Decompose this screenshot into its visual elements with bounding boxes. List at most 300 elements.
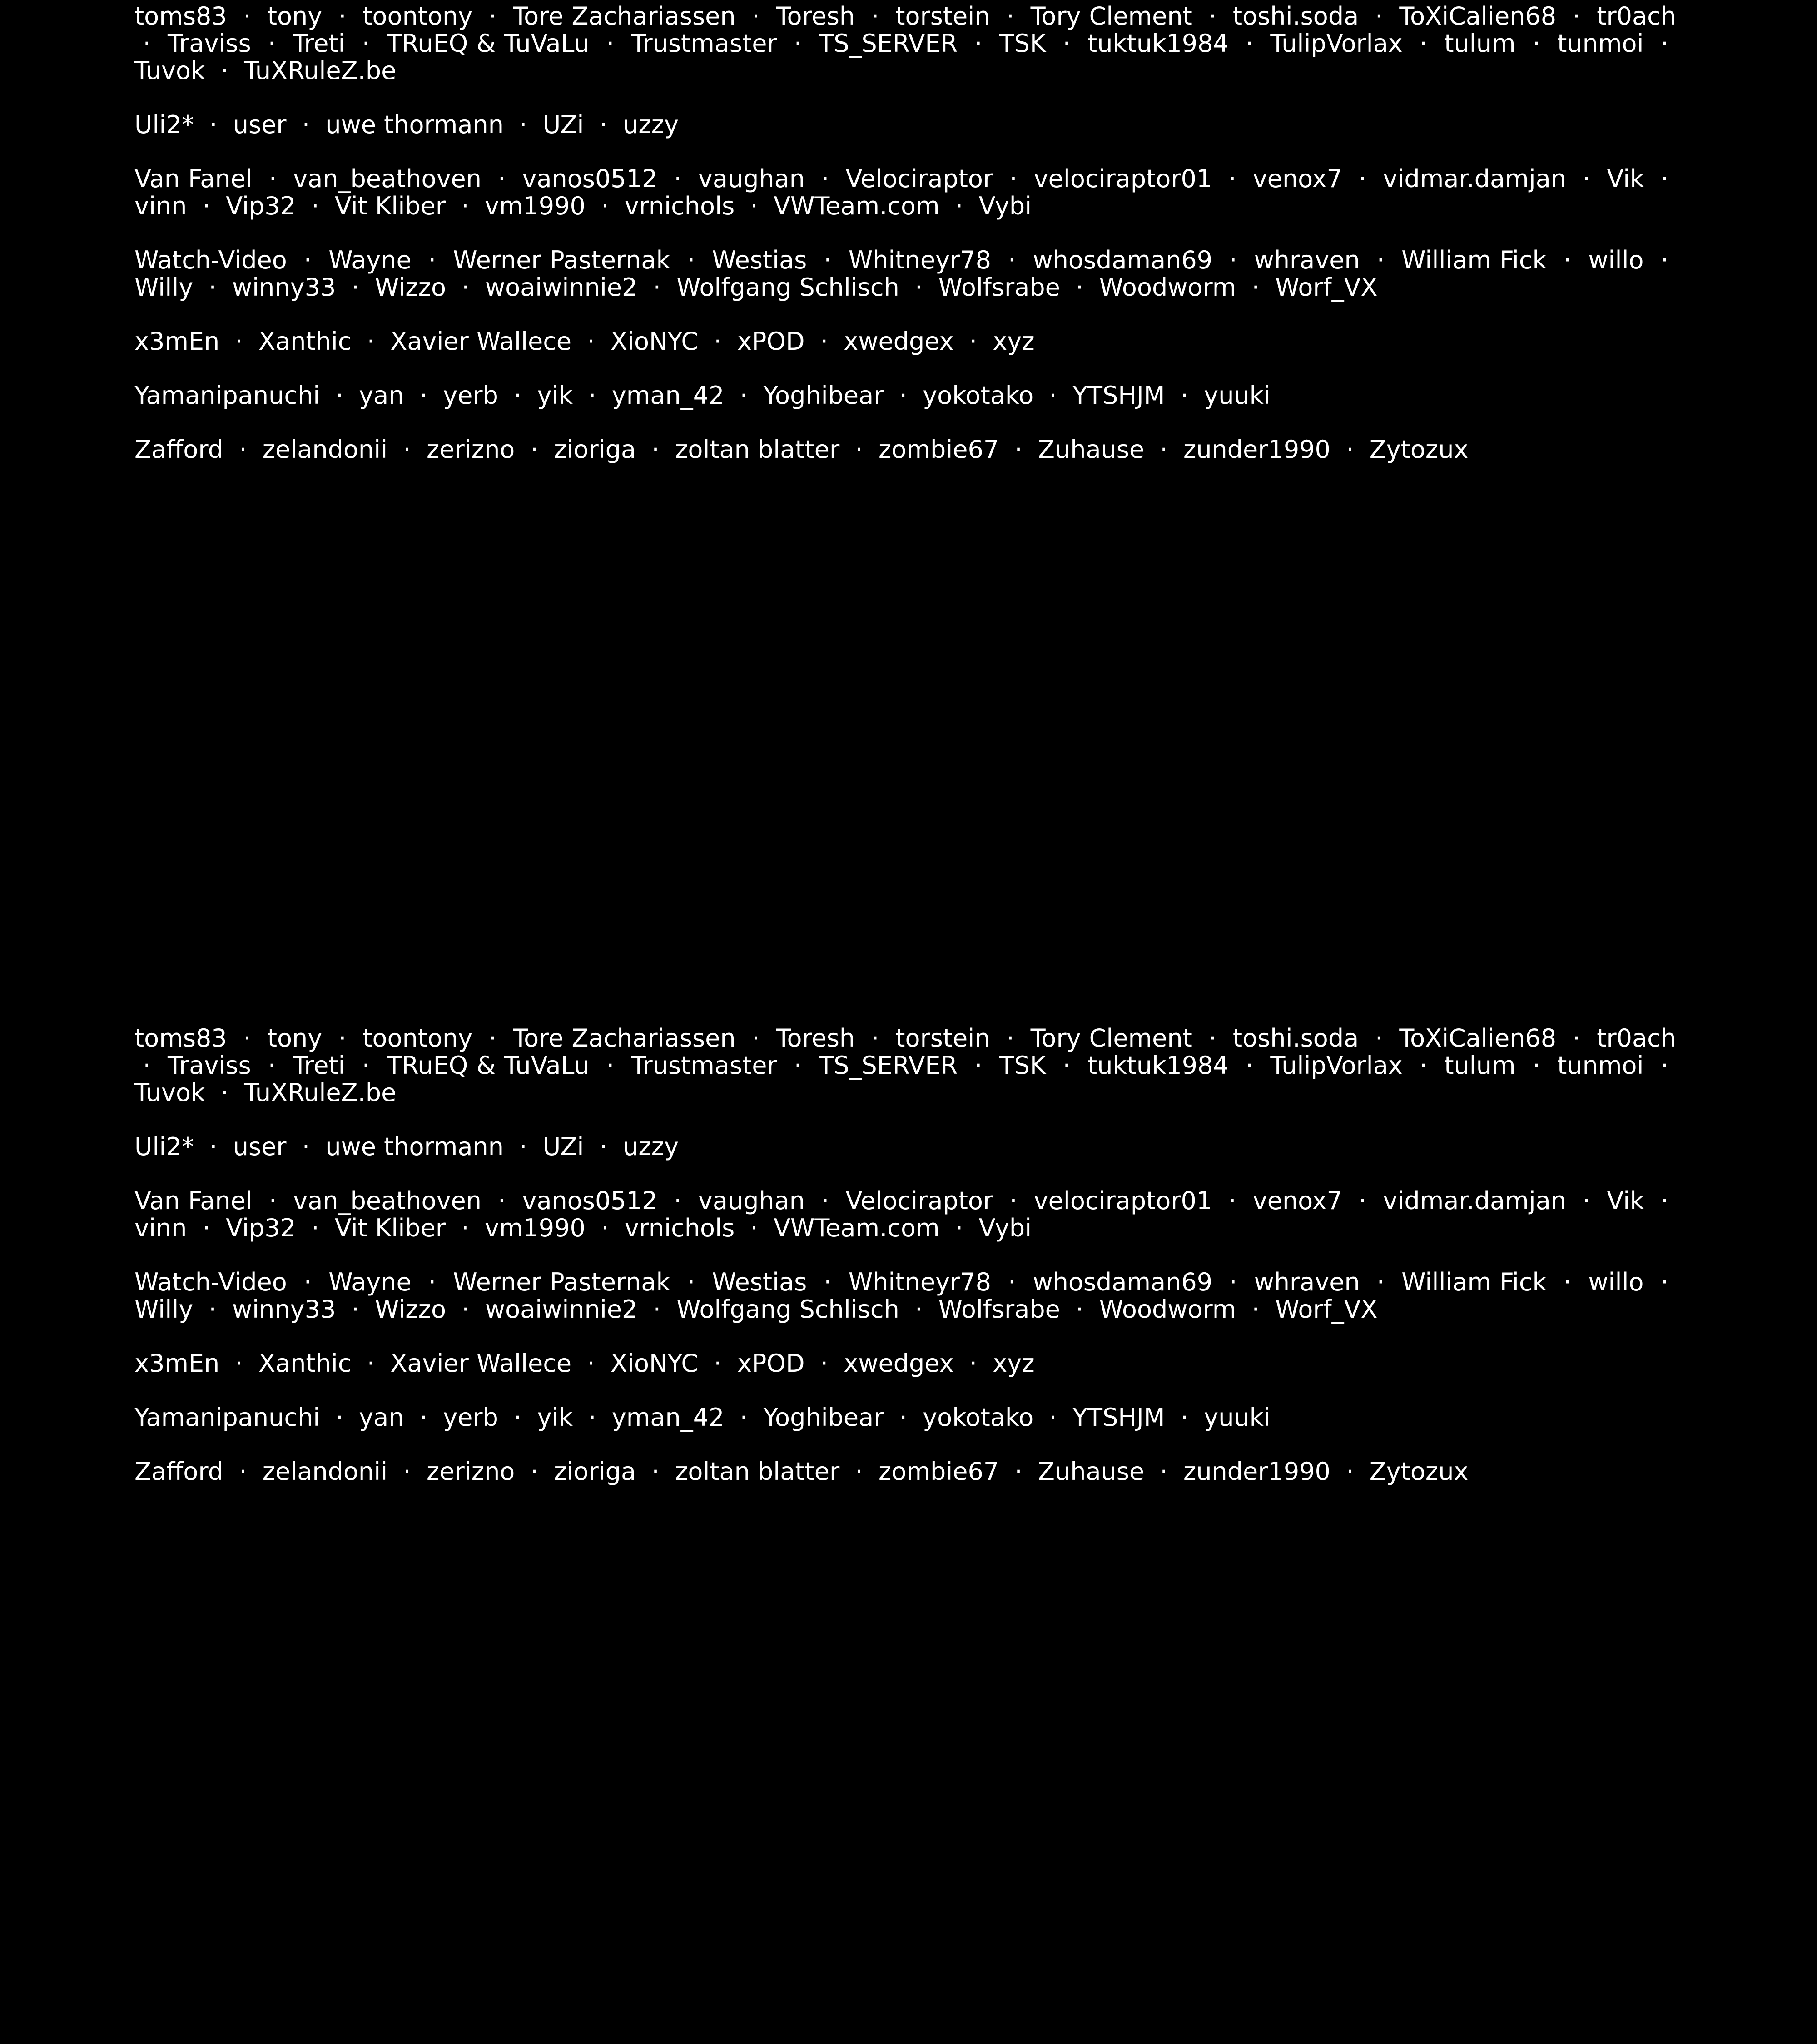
name-separator: · [1144,1457,1183,1486]
contributor-name: vanos0512 [522,164,658,193]
credits-group-z [134,1458,1676,1485]
name-separator: · [1236,273,1276,302]
contributor-name: Vybi [978,192,1032,220]
name-separator: · [1342,1186,1383,1215]
contributor-name: Watch-Video [134,1268,287,1296]
contributor-name: Wolfsrabe [938,273,1060,302]
name-separator: · [205,56,244,85]
contributor-name: Vik [1607,1186,1644,1215]
name-separator: · [134,1051,168,1080]
contributor-name: uzzy [623,1132,679,1161]
contributor-name: xPOD [737,1349,805,1378]
contributor-name: TulipVorlax [1270,29,1403,58]
contributor-name: Trustmaster [631,29,777,58]
contributor-name: Zafford [134,435,223,464]
contributor-name: TS_SERVER [819,1051,958,1080]
contributor-name: velociraptor01 [1033,1186,1212,1215]
contributor-name: winny33 [232,1295,336,1324]
contributor-name: x3mEn [134,1349,220,1378]
name-separator: · [387,435,427,464]
contributor-name: tuktuk1984 [1087,1051,1229,1080]
name-separator: · [999,1457,1038,1486]
contributor-name: TRuEQ & TuVaLu [387,29,590,58]
contributor-name: TSK [999,1051,1046,1080]
name-separator: · [219,327,259,356]
name-separator: · [472,1024,513,1052]
name-separator: · [1046,1051,1088,1080]
contributor-name: zombie67 [878,435,999,464]
contributor-name: Toresh [776,2,855,30]
name-separator: · [345,1051,387,1080]
name-separator: · [1212,246,1254,274]
contributor-name: UZi [542,1132,584,1161]
contributor-name: TRuEQ & TuVaLu [387,1051,590,1080]
contributor-name: vm1990 [484,192,586,220]
contributor-name: Uli2* [134,110,194,139]
contributor-name: Woodworm [1099,273,1236,302]
name-separator: · [252,164,293,193]
contributor-name: whosdaman69 [1033,246,1213,274]
name-separator: · [1566,1186,1607,1215]
name-separator: · [657,1186,698,1215]
contributor-name: Whitneyr78 [848,246,991,274]
name-separator: · [446,192,485,220]
name-separator: · [804,164,846,193]
contributor-name: whraven [1254,246,1360,274]
contributor-name: VWTeam.com [774,192,940,220]
contributor-name: tulum [1444,29,1516,58]
name-separator: · [351,1349,391,1378]
name-separator: · [804,1186,846,1215]
contributor-name: x3mEn [134,327,220,356]
contributor-name: whosdaman69 [1033,1268,1213,1296]
name-separator: · [411,1268,453,1296]
contributor-name: zioriga [554,435,636,464]
name-separator: · [637,1295,677,1324]
contributor-name: Xanthic [258,327,352,356]
contributor-name: Vip32 [226,192,296,220]
name-separator: · [296,1214,335,1242]
contributor-name: tuktuk1984 [1087,29,1229,58]
contributor-name: zerizno [426,1457,515,1486]
contributor-name: yokotako [923,1403,1034,1432]
name-separator: · [251,1051,293,1080]
credits-group-y [134,1404,1676,1431]
contributor-name: William Fick [1401,1268,1547,1296]
credits-group-v [134,165,1676,220]
contributor-name: Whitneyr78 [848,1268,991,1296]
contributor-name: Tory Clement [1030,1024,1192,1052]
contributor-name: woaiwinnie2 [485,1295,638,1324]
name-separator: · [194,1132,233,1161]
name-separator: · [777,1051,819,1080]
name-separator: · [1643,1051,1677,1080]
contributor-name: Vit Kliber [334,1214,446,1242]
contributor-name: Woodworm [1099,1295,1236,1324]
credits-group-v [134,1187,1676,1242]
name-separator: · [498,381,537,410]
name-separator: · [1566,164,1607,193]
name-separator: · [698,327,737,356]
contributor-name: Westias [712,246,807,274]
name-separator: · [735,1024,776,1052]
contributor-name: Zytozux [1369,435,1469,464]
name-separator: · [1236,1295,1276,1324]
contributor-name: vrnichols [624,1214,735,1242]
name-separator: · [990,2,1031,30]
contributor-name: yerb [443,381,498,410]
contributor-name: zelandonii [262,435,388,464]
name-separator: · [999,435,1038,464]
contributor-name: vaughan [698,164,805,193]
contributor-name: Werner Pasternak [453,1268,670,1296]
name-separator: · [735,192,774,220]
contributor-name: Xavier Wallece [390,327,572,356]
contributor-name: vm1990 [484,1214,586,1242]
name-separator: · [1060,1295,1099,1324]
contributor-name: Wolfsrabe [938,1295,1060,1324]
contributor-name: Wayne [328,246,412,274]
name-separator: · [839,1457,879,1486]
contributor-name: uzzy [623,110,679,139]
name-separator: · [990,1024,1031,1052]
name-separator: · [807,1268,849,1296]
name-separator: · [387,1457,427,1486]
name-separator: · [585,192,625,220]
name-separator: · [884,1403,923,1432]
contributor-name: Zafford [134,1457,223,1486]
name-separator: · [1556,2,1597,30]
name-separator: · [636,435,675,464]
contributor-name: yokotako [923,381,1034,410]
name-separator: · [1212,164,1253,193]
credits-group-w [134,1269,1676,1323]
contributor-name: torstein [895,2,990,30]
contributor-name: Trustmaster [631,1051,777,1080]
contributor-name: Xavier Wallece [390,1349,572,1378]
contributor-name: toms83 [134,1024,227,1052]
name-separator: · [698,1349,737,1378]
name-separator: · [446,273,485,302]
name-separator: · [839,435,879,464]
contributor-name: Treti [293,1051,345,1080]
contributor-name: velociraptor01 [1033,164,1212,193]
name-separator: · [724,381,764,410]
contributor-name: Yamanipanuchi [134,381,320,410]
contributor-name: Zytozux [1369,1457,1469,1486]
name-separator: · [223,435,263,464]
contributor-name: user [233,1132,287,1161]
contributor-name: tony [267,2,323,30]
contributor-name: vidmar.damjan [1383,1186,1567,1215]
contributor-name: TuXRuleZ.be [244,56,397,85]
name-separator: · [1359,1024,1400,1052]
name-separator: · [735,1214,774,1242]
contributor-name: tr0ach [1597,1024,1677,1052]
contributor-name: Wizzo [375,273,447,302]
contributor-name: YTSHJM [1072,1403,1165,1432]
contributor-name: uwe thormann [325,110,504,139]
name-separator: · [637,273,677,302]
contributor-name: William Fick [1401,246,1547,274]
contributor-name: Uli2* [134,1132,194,1161]
name-separator: · [1556,1024,1597,1052]
contributor-name: tr0ach [1597,2,1677,30]
contributor-name: TulipVorlax [1270,1051,1403,1080]
contributor-name: Van Fanel [134,1186,253,1215]
credits-group-t [134,1025,1676,1106]
contributor-name: Watch-Video [134,246,287,274]
name-separator: · [411,246,453,274]
name-separator: · [1033,1403,1073,1432]
contributor-name: Vybi [978,1214,1032,1242]
name-separator: · [1643,246,1677,274]
contributor-name: xwedgex [844,1349,954,1378]
name-separator: · [336,1295,375,1324]
contributor-name: Tory Clement [1030,2,1192,30]
name-separator: · [1515,1051,1558,1080]
name-separator: · [571,1349,611,1378]
contributor-name: torstein [895,1024,990,1052]
credits-group-x [134,328,1676,355]
credits-group-u [134,1133,1676,1161]
name-separator: · [1144,435,1183,464]
name-separator: · [1515,29,1558,58]
name-separator: · [1033,381,1073,410]
contributor-name: Xanthic [258,1349,352,1378]
name-separator: · [958,1051,999,1080]
contributor-name: Traviss [168,29,251,58]
contributor-name: venox7 [1252,1186,1342,1215]
contributor-name: tony [267,1024,323,1052]
contributor-name: vinn [134,1214,187,1242]
name-separator: · [503,1132,543,1161]
name-separator: · [223,1457,263,1486]
contributor-name: TuXRuleZ.be [244,1078,397,1107]
name-separator: · [1359,2,1400,30]
name-separator: · [227,2,268,30]
contributor-name: Wizzo [375,1295,447,1324]
name-separator: · [584,1132,623,1161]
contributor-name: uwe thormann [325,1132,504,1161]
name-separator: · [585,1214,625,1242]
name-separator: · [991,246,1033,274]
name-separator: · [899,273,938,302]
name-separator: · [1165,381,1204,410]
contributor-name: Werner Pasternak [453,246,670,274]
contributor-name: whraven [1254,1268,1360,1296]
contributor-name: Wolfgang Schlisch [676,273,899,302]
contributor-name: Traviss [168,1051,251,1080]
name-separator: · [320,381,359,410]
contributor-name: vidmar.damjan [1383,164,1567,193]
contributor-name: Treti [293,29,345,58]
name-separator: · [572,381,612,410]
contributor-name: Toresh [776,1024,855,1052]
credits-group-z [134,436,1676,463]
contributor-name: Worf_VX [1275,273,1378,302]
name-separator: · [322,1024,363,1052]
contributor-name: zombie67 [878,1457,999,1486]
name-separator: · [515,1457,554,1486]
name-separator: · [993,164,1034,193]
name-separator: · [194,110,233,139]
name-separator: · [572,1403,612,1432]
contributor-name: toontony [362,2,473,30]
name-separator: · [187,192,226,220]
contributor-name: Vip32 [226,1214,296,1242]
contributor-name: xPOD [737,327,805,356]
contributor-name: XioNYC [610,1349,699,1378]
credits-group-w [134,247,1676,301]
contributor-name: vanos0512 [522,1186,658,1215]
name-separator: · [899,1295,938,1324]
contributor-name: zunder1990 [1183,1457,1330,1486]
contributor-name: vinn [134,192,187,220]
name-separator: · [193,273,233,302]
contributor-name: Yoghibear [763,1403,884,1432]
contributor-name: zoltan blatter [675,435,840,464]
name-separator: · [1546,1268,1589,1296]
contributor-name: xwedgex [844,327,954,356]
name-separator: · [670,1268,712,1296]
name-separator: · [939,1214,979,1242]
name-separator: · [1330,1457,1370,1486]
name-separator: · [503,110,543,139]
contributor-name: Tore Zachariassen [513,2,736,30]
contributor-name: yman_42 [611,381,725,410]
contributor-name: zelandonii [262,1457,388,1486]
name-separator: · [404,1403,443,1432]
name-separator: · [1228,29,1271,58]
name-separator: · [735,2,776,30]
contributor-name: yik [537,1403,573,1432]
name-separator: · [855,2,896,30]
name-separator: · [446,1295,485,1324]
name-separator: · [1643,1268,1677,1296]
contributor-name: yuuki [1204,1403,1271,1432]
name-separator: · [1212,1268,1254,1296]
name-separator: · [1644,1186,1677,1215]
contributor-name: user [233,110,287,139]
name-separator: · [1192,2,1233,30]
name-separator: · [286,1132,326,1161]
name-separator: · [446,1214,485,1242]
contributor-name: venox7 [1252,164,1342,193]
contributor-name: Westias [712,1268,807,1296]
name-separator: · [589,1051,631,1080]
name-separator: · [804,327,844,356]
contributor-name: Zuhause [1038,1457,1145,1486]
credits-block-top [134,3,1676,490]
name-separator: · [482,164,522,193]
name-separator: · [345,29,387,58]
name-separator: · [855,1024,896,1052]
name-separator: · [286,110,326,139]
name-separator: · [777,29,819,58]
contributor-name: woaiwinnie2 [485,273,638,302]
contributor-name: Yoghibear [763,381,884,410]
name-separator: · [296,192,335,220]
contributor-name: xyz [993,1349,1035,1378]
name-separator: · [958,29,999,58]
contributor-name: toshi.soda [1232,2,1359,30]
contributor-name: yman_42 [611,1403,725,1432]
name-separator: · [187,1214,226,1242]
name-separator: · [657,164,698,193]
contributor-name: yerb [443,1403,498,1432]
name-separator: · [193,1295,233,1324]
name-separator: · [670,246,712,274]
name-separator: · [993,1186,1034,1215]
contributor-name: Zuhause [1038,435,1145,464]
contributor-name: yik [537,381,573,410]
name-separator: · [134,29,168,58]
contributor-name: Tuvok [134,56,205,85]
name-separator: · [589,29,631,58]
contributor-name: vaughan [698,1186,805,1215]
name-separator: · [1360,246,1402,274]
contributor-name: van_beathoven [293,1186,482,1215]
name-separator: · [515,435,554,464]
contributor-name: TSK [999,29,1046,58]
name-separator: · [252,1186,293,1215]
name-separator: · [1402,1051,1445,1080]
contributor-name: willo [1588,246,1644,274]
name-separator: · [1546,246,1589,274]
contributor-name: tunmoi [1557,29,1644,58]
name-separator: · [482,1186,522,1215]
name-separator: · [320,1403,359,1432]
contributor-name: winny33 [232,273,336,302]
credits-group-x [134,1350,1676,1377]
contributor-name: ToXiCalien68 [1399,2,1557,30]
credits-group-t [134,3,1676,84]
contributor-name: tulum [1444,1051,1516,1080]
contributor-name: ToXiCalien68 [1399,1024,1557,1052]
name-separator: · [219,1349,259,1378]
name-separator: · [322,2,363,30]
name-separator: · [1643,29,1677,58]
contributor-name: zunder1990 [1183,435,1330,464]
name-separator: · [404,381,443,410]
credits-group-u [134,111,1676,139]
name-separator: · [472,2,513,30]
contributor-name: Willy [134,1295,194,1324]
contributor-name: Tore Zachariassen [513,1024,736,1052]
contributor-name: Van Fanel [134,164,253,193]
contributor-name: UZi [542,110,584,139]
name-separator: · [939,192,979,220]
name-separator: · [953,327,993,356]
contributor-name: yan [359,1403,404,1432]
name-separator: · [205,1078,244,1107]
name-separator: · [287,1268,329,1296]
name-separator: · [724,1403,764,1432]
contributor-name: toms83 [134,2,227,30]
name-separator: · [991,1268,1033,1296]
name-separator: · [227,1024,268,1052]
name-separator: · [351,327,391,356]
name-separator: · [1165,1403,1204,1432]
contributor-name: Vit Kliber [334,192,446,220]
contributor-name: zerizno [426,435,515,464]
contributor-name: yuuki [1204,381,1271,410]
contributor-name: tunmoi [1557,1051,1644,1080]
name-separator: · [804,1349,844,1378]
contributor-name: yan [359,381,404,410]
contributor-name: Velociraptor [845,164,993,193]
